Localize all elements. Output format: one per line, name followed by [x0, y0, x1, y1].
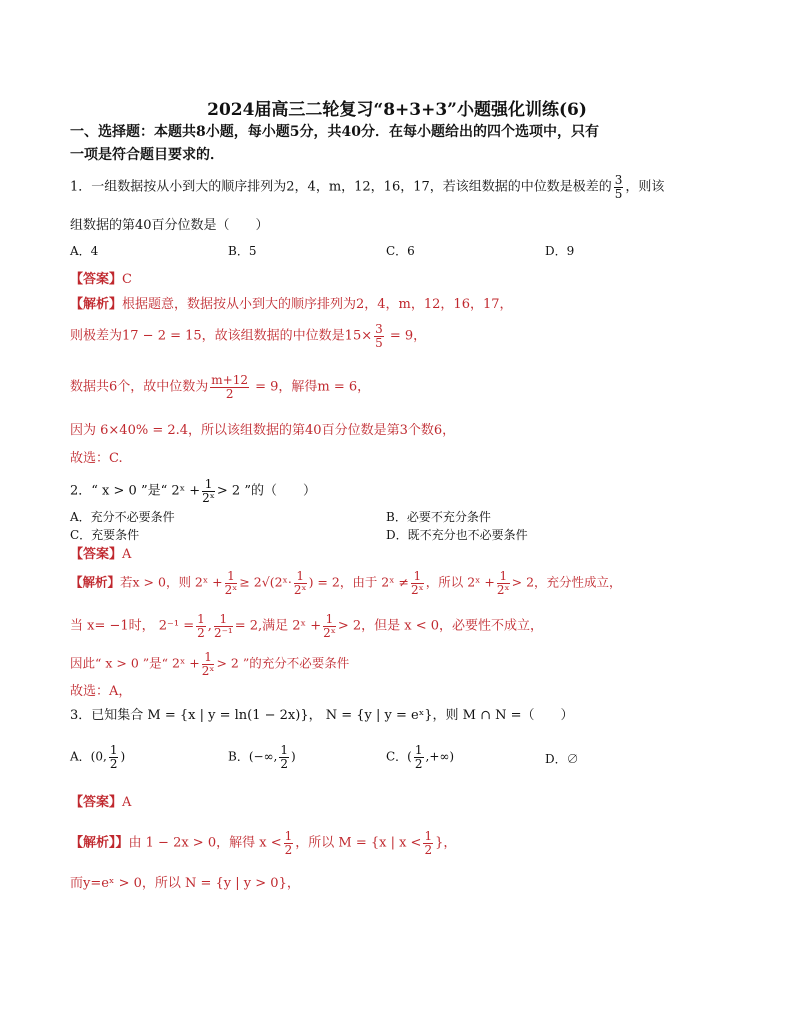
- text: = 2,满足 2ˣ +: [234, 618, 322, 634]
- frac-num: 1: [294, 570, 307, 584]
- frac-num: 1: [424, 829, 433, 843]
- frac-den: 2: [197, 625, 205, 640]
- fraction: [279, 744, 289, 770]
- fraction: [202, 651, 215, 677]
- document-title: 2024届高三二轮复习“8+3+3”小题强化训练(6): [207, 100, 587, 120]
- q1-choose: 故选：C.: [70, 451, 123, 466]
- frac-num: 1: [414, 743, 423, 757]
- fraction: [411, 570, 424, 596]
- q2-stem-tail: > 2 ”的（ ）: [216, 483, 316, 499]
- text: ): [291, 749, 296, 764]
- frac-num: 1: [280, 743, 289, 757]
- q1-analysis-text2a: 则极差为17 − 2 = 15，故该组数据的中位数是15×: [70, 328, 373, 344]
- q1-stem-text: 1．一组数据按从小到大的顺序排列为2，4，m，12，16，17，若该组数据的中位数是极差的: [70, 179, 612, 195]
- q1-fraction: [614, 174, 624, 200]
- text: ,+∞): [425, 749, 455, 764]
- frac-den: 2: [109, 756, 118, 771]
- fraction: [214, 613, 233, 639]
- q3-analysis-line2: 而y=eˣ > 0，所以 N = {y | y > 0}，: [70, 876, 300, 891]
- text: A．(0,: [70, 749, 107, 764]
- frac-den: 2: [225, 386, 234, 401]
- frac-num: 1: [109, 743, 118, 757]
- q1-answer-tag: 【答案】: [70, 272, 123, 287]
- q1-answer: [70, 268, 132, 287]
- frac-den: 2ˣ: [201, 663, 215, 678]
- fraction: [284, 830, 294, 856]
- q1-median-fraction: [210, 374, 249, 400]
- text: ,: [207, 618, 212, 634]
- q2-analysis-line1: [70, 570, 622, 596]
- frac-num: 1: [497, 570, 510, 584]
- q3-option-a: [70, 744, 125, 770]
- q2-option-d: D．既不充分也不必要条件: [386, 528, 528, 542]
- q1-analysis-line1: [70, 293, 513, 312]
- q1-option-a: A．4: [70, 244, 99, 258]
- q2-analysis-line3: [70, 651, 349, 677]
- q1-analysis-text3a: 数据共6个，故中位数为: [70, 379, 209, 395]
- frac-den: 2⁻¹: [213, 625, 233, 640]
- q2-choose: 故选：A，: [70, 684, 132, 699]
- text: > 2，充分性成立，: [511, 574, 622, 590]
- text: 因此“ x > 0 ”是“ 2ˣ +: [70, 655, 200, 671]
- q1-option-b: B．5: [228, 244, 257, 258]
- frac-num: 1: [214, 613, 233, 627]
- frac-num: 1: [284, 829, 293, 843]
- q1-analysis-fraction: [374, 323, 384, 349]
- q3-answer-tag: 【答案】: [70, 795, 123, 810]
- fraction: [497, 570, 510, 596]
- q3-answer-value: A: [122, 795, 132, 810]
- frac-num: 1: [323, 613, 336, 627]
- fraction: [225, 570, 238, 596]
- q2-stem-text: 2．“ x > 0 ”是“ 2ˣ +: [70, 483, 201, 499]
- q1-answer-value: C: [122, 272, 132, 287]
- q3-stem: 3．已知集合 M = {x | y = ln(1 − 2x)}， N = {y | y = eˣ}，则 M ∩ N =（ ）: [70, 708, 574, 723]
- text: 当 x= −1时， 2⁻¹ =: [70, 618, 195, 634]
- fraction: [323, 613, 336, 639]
- q3-option-c: [386, 744, 454, 770]
- frac-den: 5: [375, 335, 383, 350]
- q2-stem: [70, 478, 316, 504]
- q1-analysis-line3: [70, 374, 370, 400]
- q3-answer: [70, 791, 131, 810]
- q1-fraction-den: 5: [614, 186, 623, 201]
- q1-analysis-text1: 根据题意，数据按从小到大的顺序排列为2，4，m，12，16，17，: [122, 297, 513, 312]
- q2-fraction: [202, 478, 215, 504]
- q2-answer-value: A: [122, 547, 132, 562]
- q3-option-d: D．∅: [545, 752, 579, 766]
- text: 由 1 − 2x > 0，解得 x <: [128, 835, 282, 851]
- frac-den: 2: [280, 756, 289, 771]
- frac-den: 2ˣ: [410, 582, 424, 597]
- frac-num: 1: [225, 570, 238, 584]
- text: ) = 2，由于 2ˣ ≠: [308, 574, 409, 590]
- frac-num: 1: [197, 612, 205, 626]
- frac-den: 2: [424, 842, 433, 857]
- fraction: [109, 744, 119, 770]
- q1-analysis-tag: 【解析】: [70, 297, 123, 312]
- frac-den: 2ˣ: [323, 625, 336, 640]
- q1-analysis-text2b: = 9，: [385, 328, 427, 344]
- q1-option-c: C．6: [386, 244, 415, 258]
- text: ，所以 M = {x | x <: [295, 835, 422, 851]
- frac-den: 2ˣ: [202, 490, 215, 505]
- q1-stem: [70, 174, 664, 200]
- q1-analysis-line4: 因为 6×40% = 2.4，所以该组数据的第40百分位数是第3个数6，: [70, 423, 456, 438]
- q2-answer-tag: 【答案】: [70, 547, 123, 562]
- fraction: [414, 744, 424, 770]
- fraction: [423, 830, 433, 856]
- text: C．(: [386, 749, 412, 764]
- frac-den: 2: [284, 842, 293, 857]
- section-heading-line2: 一项是符合题目要求的．: [70, 147, 224, 163]
- q2-option-c: C．充要条件: [70, 528, 140, 542]
- fraction: [196, 613, 206, 639]
- text: ≥ 2√(2ˣ·: [239, 574, 292, 590]
- q1-analysis-line2: [70, 323, 426, 349]
- frac-num: 1: [202, 478, 215, 492]
- q1-stem-tail: ，则该: [625, 179, 665, 195]
- text: ): [120, 749, 126, 764]
- frac-den: 2ˣ: [293, 582, 307, 597]
- q1-stem-line2: 组数据的第40百分位数是（ ）: [70, 218, 269, 233]
- frac-num: 1: [411, 570, 424, 584]
- text: > 2 ”的充分不必要条件: [216, 655, 350, 671]
- q1-analysis-text3b: = 9，解得m = 6，: [250, 379, 371, 395]
- q3-analysis-tag: 【解析】】: [70, 835, 129, 851]
- q2-option-b: B．必要不充分条件: [386, 510, 491, 524]
- section-heading-line1: 一、选择题：本题共8小题，每小题5分，共40分．在每小题给出的四个选项中，只有: [70, 124, 599, 140]
- text: 若x > 0，则 2ˣ +: [120, 574, 223, 590]
- q3-analysis-line1: [70, 830, 456, 856]
- text: }，: [435, 835, 457, 851]
- frac-num: 1: [202, 651, 215, 665]
- frac-den: 2ˣ: [496, 582, 510, 597]
- frac-den: 2ˣ: [224, 582, 238, 597]
- q2-option-a: A．充分不必要条件: [70, 510, 175, 524]
- q2-analysis-tag: 【解析】: [70, 574, 121, 590]
- frac-den: 2: [414, 756, 423, 771]
- q1-fraction-num: 3: [614, 173, 623, 187]
- text: B．(−∞,: [228, 749, 278, 764]
- q2-analysis-line2: [70, 613, 543, 639]
- text: ，所以 2ˣ +: [425, 574, 495, 590]
- q1-option-d: D．9: [545, 244, 575, 258]
- q3-option-b: [228, 744, 296, 770]
- q2-answer: [70, 543, 131, 562]
- text: > 2，但是 x < 0，必要性不成立，: [337, 618, 544, 634]
- frac-num: m+12: [211, 373, 248, 387]
- frac-num: 3: [375, 322, 383, 336]
- fraction: [294, 570, 307, 596]
